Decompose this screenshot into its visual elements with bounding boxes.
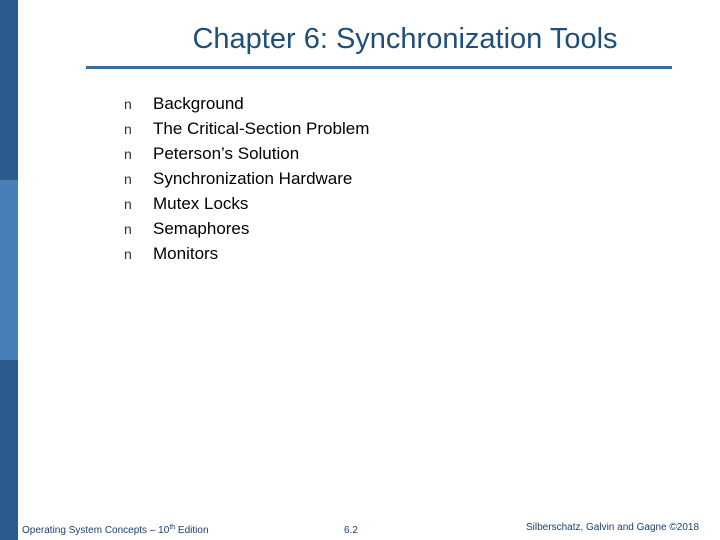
bullet-item xyxy=(124,91,369,116)
bullet-marker-icon: n xyxy=(124,246,132,262)
bullet-item xyxy=(124,166,369,191)
bullet-marker-icon: n xyxy=(124,196,132,212)
bullet-item xyxy=(124,216,369,241)
bullet-item xyxy=(124,241,369,266)
bullet-text: Semaphores xyxy=(153,219,250,238)
bullet-marker-icon: n xyxy=(124,221,132,237)
left-accent-bar xyxy=(0,0,18,540)
slide-title: Chapter 6: Synchronization Tools xyxy=(192,23,618,55)
bullet-text: Monitors xyxy=(153,244,219,263)
bullet-text: The Critical-Section Problem xyxy=(153,119,370,138)
bullet-list xyxy=(124,91,369,266)
bullet-marker-icon: n xyxy=(124,121,132,137)
left-bar-bottom-segment xyxy=(0,360,18,540)
bullet-text: Background xyxy=(153,94,244,113)
bullet-text: Synchronization Hardware xyxy=(153,169,353,188)
bullet-text: Mutex Locks xyxy=(153,194,249,213)
footer-page-number: 6.2 xyxy=(344,525,358,536)
left-bar-middle-segment xyxy=(0,180,18,360)
bullet-item xyxy=(124,191,369,216)
bullet-text: Peterson’s Solution xyxy=(153,144,300,163)
left-bar-top-segment xyxy=(0,0,18,180)
bullet-marker-icon: n xyxy=(124,96,132,112)
title-underline xyxy=(86,66,672,69)
footer-book-title xyxy=(22,524,209,538)
bullet-item xyxy=(124,141,369,166)
bullet-item xyxy=(124,116,369,141)
footer-book-sup: th xyxy=(169,524,176,531)
footer-book-suffix: Edition xyxy=(175,525,209,536)
bullet-marker-icon: n xyxy=(124,171,132,187)
footer-copyright: Silberschatz, Galvin and Gagne ©2018 xyxy=(526,522,700,533)
bullet-marker-icon: n xyxy=(124,146,132,162)
footer-book-prefix: Operating System Concepts – 10 xyxy=(22,525,170,536)
